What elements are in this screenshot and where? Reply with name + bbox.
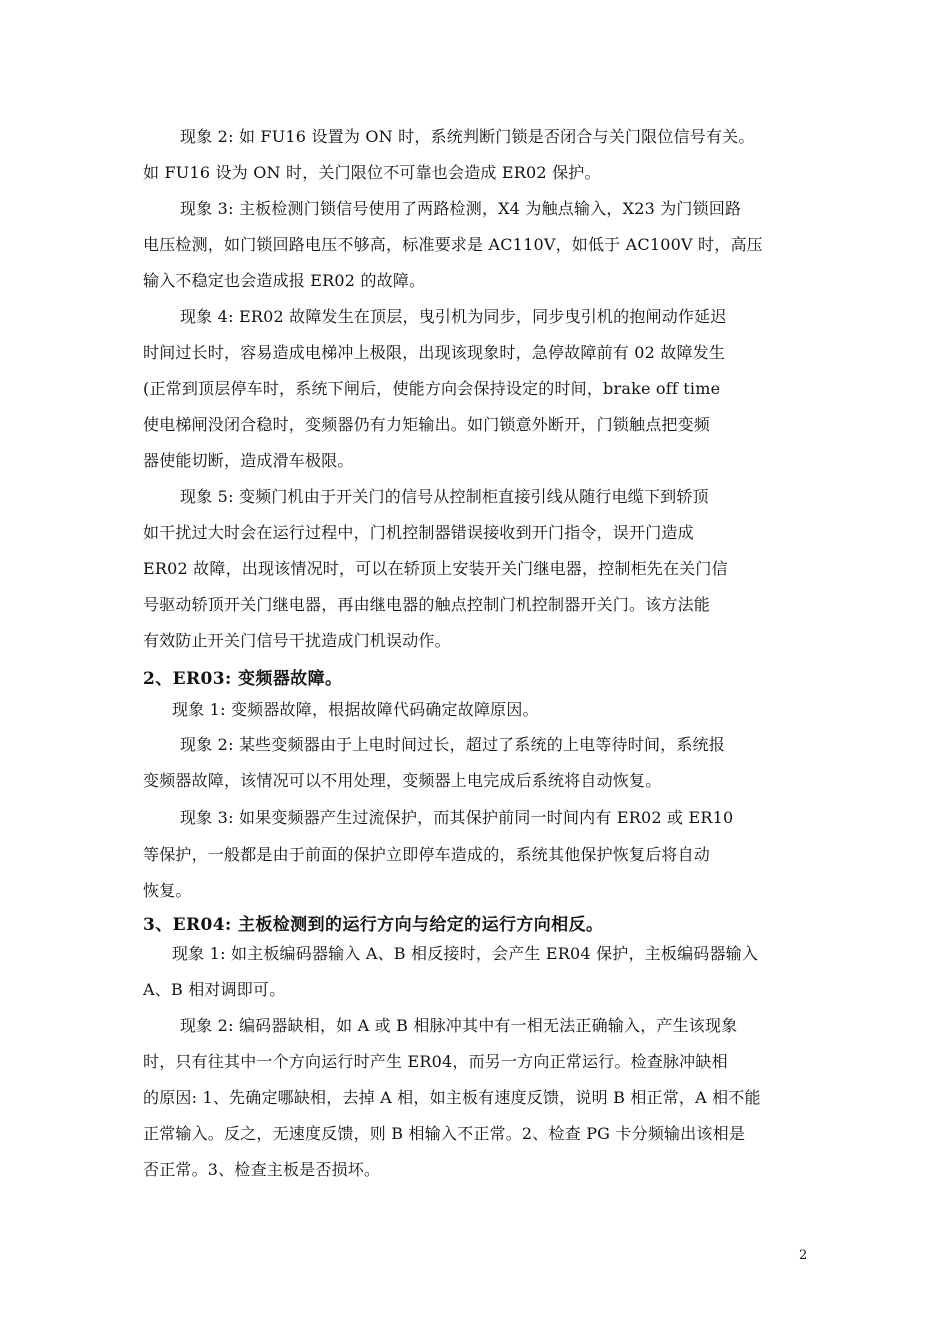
text-line: (正常到顶层停车时，系统下闸后，使能方向会保持设定的时间，brake off time (143, 379, 721, 398)
text-line: 变频器故障，该情况可以不用处理，变频器上电完成后系统将自动恢复。 (143, 771, 662, 790)
text-line: 正常输入。反之，无速度反馈，则 B 相输入不正常。2、检查 PG 卡分频输出该相是 (143, 1124, 746, 1143)
text-line: 时间过长时，容易造成电梯冲上极限，出现该现象时，急停故障前有 02 故障发生 (143, 343, 726, 362)
text-line: 电压检测，如门锁回路电压不够高，标准要求是 AC110V，如低于 AC100V 时，高压 (143, 235, 763, 254)
section-heading: 3、ER04: 主板检测到的运行方向与给定的运行方向相反。 (143, 915, 604, 935)
text-line: 号驱动轿顶开关门继电器，再由继电器的触点控制门机控制器开关门。该方法能 (143, 595, 711, 614)
text-line: 时，只有往其中一个方向运行时产生 ER04，而另一方向正常运行。检查脉冲缺相 (143, 1052, 728, 1071)
text-line: 如干扰过大时会在运行过程中，门机控制器错误接收到开门指令，误开门造成 (143, 523, 694, 542)
text-line: ER02 故障，出现该情况时，可以在轿顶上安装开关门继电器，控制柜先在关门信 (143, 559, 728, 578)
text-line: 现象 2: 某些变频器由于上电时间过长，超过了系统的上电等待时间，系统报 (180, 735, 725, 754)
text-line: 器使能切断，造成滑车极限。 (143, 451, 354, 470)
text-line: 现象 1: 变频器故障，根据故障代码确定故障原因。 (172, 700, 539, 719)
text-line: 现象 3: 如果变频器产生过流保护，而其保护前同一时间内有 ER02 或 ER10 (180, 808, 734, 827)
text-line: 否正常。3、检查主板是否损坏。 (143, 1160, 381, 1179)
text-line: 现象 2: 编码器缺相，如 A 或 B 相脉冲其中有一相无法正确输入，产生该现象 (180, 1016, 738, 1035)
text-line: 现象 2: 如 FU16 设置为 ON 时，系统判断门锁是否闭合与关门限位信号有关。 (180, 127, 755, 146)
text-line: 使电梯闸没闭合稳时，变频器仍有力矩输出。如门锁意外断开，门锁触点把变频 (143, 415, 711, 434)
text-line: 现象 4: ER02 故障发生在顶层，曳引机为同步，同步曳引机的抱闸动作延迟 (180, 307, 727, 326)
text-line: 输入不稳定也会造成报 ER02 的故障。 (143, 271, 426, 290)
text-line: 如 FU16 设为 ON 时，关门限位不可靠也会造成 ER02 保护。 (143, 163, 601, 182)
section-heading: 2、ER03: 变频器故障。 (143, 669, 343, 689)
text-line: 现象 5: 变频门机由于开关门的信号从控制柜直接引线从随行电缆下到轿顶 (180, 487, 709, 506)
text-line: 等保护，一般都是由于前面的保护立即停车造成的，系统其他保护恢复后将自动 (143, 845, 711, 864)
text-line: 现象 3: 主板检测门锁信号使用了两路检测，X4 为触点输入，X23 为门锁回路 (180, 199, 742, 218)
text-line: 有效防止开关门信号干扰造成门机误动作。 (143, 631, 451, 650)
text-line: 现象 1: 如主板编码器输入 A、B 相反接时，会产生 ER04 保护，主板编码器输入 (172, 944, 759, 963)
text-line: A、B 相对调即可。 (143, 980, 286, 999)
page-number: 2 (799, 1248, 808, 1263)
text-line: 的原因: 1、先确定哪缺相，去掉 A 相，如主板有速度反馈，说明 B 相正常，A 相不能 (143, 1088, 761, 1107)
text-line: 恢复。 (143, 881, 192, 900)
